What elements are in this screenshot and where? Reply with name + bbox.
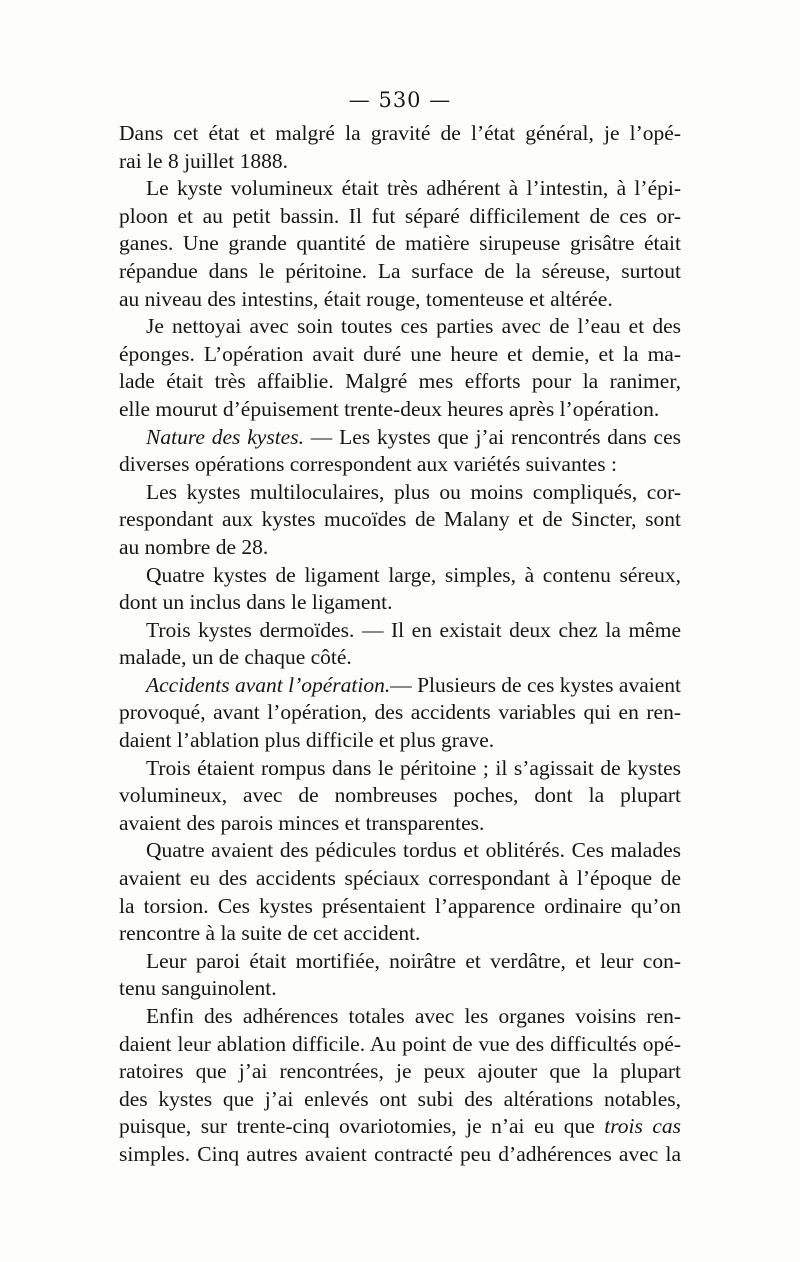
text-line xyxy=(119,1031,681,1059)
line-text: Quatre kystes de ligament large, simples, à contenu séreux, xyxy=(146,562,681,587)
line-text: diverses opérations correspondent aux variétés suivantes : xyxy=(119,452,617,477)
line-text: la torsion. Ces kystes présentaient l’apparence ordinaire qu’on xyxy=(119,893,681,918)
line-text: puisque, sur trente-cinq ovariotomies, je n’ai eu que xyxy=(119,1114,605,1139)
text-line xyxy=(119,727,681,755)
text-line xyxy=(119,258,681,286)
line-text: Leur paroi était mortifiée, noirâtre et verdâtre, et leur con- xyxy=(146,948,681,973)
page-number: — 530 — xyxy=(348,88,452,112)
text-line xyxy=(119,1141,681,1169)
line-text: daient l’ablation plus difficile et plus grave. xyxy=(119,728,495,753)
text-line xyxy=(119,810,681,838)
line-text: éponges. L’opération avait duré une heure et demie, et la ma- xyxy=(119,341,681,366)
line-text: provoqué, avant l’opération, des accidents variables qui en ren- xyxy=(119,700,681,725)
line-text: respondant aux kystes mucoïdes de Malany et de Sincter, sont xyxy=(119,507,681,532)
text-line xyxy=(119,479,681,507)
text-line xyxy=(119,672,681,700)
italic-phrase: trois cas xyxy=(604,1114,682,1139)
line-text: lade était très affaiblie. Malgré mes efforts pour la ranimer, xyxy=(119,369,681,394)
text-line xyxy=(119,617,681,645)
line-text: avaient des parois minces et transparentes. xyxy=(119,810,485,835)
line-text: Enfin des adhérences totales avec les organes voisins ren- xyxy=(146,1004,681,1028)
line-text: — Les kystes que j’ai rencontrés dans ces xyxy=(303,424,682,449)
line-text: avaient eu des accidents spéciaux correspondant à l’époque de xyxy=(119,866,681,891)
text-line xyxy=(119,893,681,921)
text-line xyxy=(119,230,681,258)
line-text: — Plusieurs de ces kystes avaient xyxy=(390,672,682,697)
text-line xyxy=(119,534,681,562)
line-text: Quatre avaient des pédicules tordus et oblitérés. Ces malades xyxy=(146,838,681,863)
text-line xyxy=(119,506,681,534)
text-line xyxy=(119,424,681,452)
italic-heading: Accidents avant l’opération. xyxy=(146,672,391,697)
text-line xyxy=(119,948,681,976)
line-text: dont un inclus dans le ligament. xyxy=(119,590,393,615)
line-text: ratoires que j’ai rencontrées, je peux ajouter que la plupart xyxy=(119,1059,681,1084)
text-line xyxy=(119,396,681,424)
text-line xyxy=(119,368,681,396)
line-text: Les kystes multiloculaires, plus ou moins compliqués, cor- xyxy=(146,479,681,504)
line-text: volumineux, avec de nombreuses poches, dont la plupart xyxy=(119,783,681,808)
text-line xyxy=(119,782,681,810)
italic-heading: Nature des kystes. xyxy=(146,424,304,449)
line-text: au nombre de 28. xyxy=(119,534,269,559)
text-line xyxy=(119,313,681,341)
line-text: elle mourut d’épuisement trente-deux heures après l’opération. xyxy=(119,396,660,421)
line-text: daient leur ablation difficile. Au point de vue des difficultés opé- xyxy=(119,1031,681,1056)
line-text: Dans cet état et malgré la gravité de l’état général, je l’opé- xyxy=(119,121,681,145)
text-line xyxy=(119,148,681,176)
text-line xyxy=(119,451,681,479)
text-line xyxy=(119,562,681,590)
text-line xyxy=(119,920,681,948)
line-text: Trois kystes dermoïdes. — Il en existait deux chez la même xyxy=(146,617,681,642)
line-text: Le kyste volumineux était très adhérent à l’intestin, à l’épi- xyxy=(146,176,681,201)
text-line xyxy=(119,699,681,727)
line-text: tenu sanguinolent. xyxy=(119,976,277,1001)
text-line xyxy=(119,975,681,1003)
line-text: Trois étaient rompus dans le péritoine ; il s’agissait de kystes xyxy=(146,755,681,780)
text-line xyxy=(119,203,681,231)
text-line xyxy=(119,1003,681,1031)
line-text: répandue dans le péritoine. La surface de la séreuse, surtout xyxy=(119,258,681,283)
text-line xyxy=(119,644,681,672)
text-line xyxy=(119,120,681,148)
text-line xyxy=(119,286,681,314)
text-line xyxy=(119,755,681,783)
line-text: rai le 8 juillet 1888. xyxy=(119,148,288,173)
line-text: Je nettoyai avec soin toutes ces parties avec de l’eau et des xyxy=(146,314,681,339)
text-line xyxy=(119,175,681,203)
text-line xyxy=(119,837,681,865)
text-line xyxy=(119,341,681,369)
line-text: rencontre à la suite de cet accident. xyxy=(119,921,421,946)
line-text: des kystes que j’ai enlevés ont subi des altérations notables, xyxy=(119,1086,681,1111)
text-line xyxy=(119,865,681,893)
body-text xyxy=(119,120,681,1169)
text-line xyxy=(119,1086,681,1114)
line-text: ganes. Une grande quantité de matière sirupeuse grisâtre était xyxy=(119,231,681,256)
line-text: simples. Cinq autres avaient contracté peu d’adhérences avec la xyxy=(119,1141,681,1166)
line-text: au niveau des intestins, était rouge, tomenteuse et altérée. xyxy=(119,286,613,311)
text-line xyxy=(119,1058,681,1086)
line-text: ploon et au petit bassin. Il fut séparé difficilement de ces or- xyxy=(119,203,681,228)
text-line xyxy=(119,1113,681,1141)
text-line xyxy=(119,589,681,617)
line-text: malade, un de chaque côté. xyxy=(119,645,352,670)
